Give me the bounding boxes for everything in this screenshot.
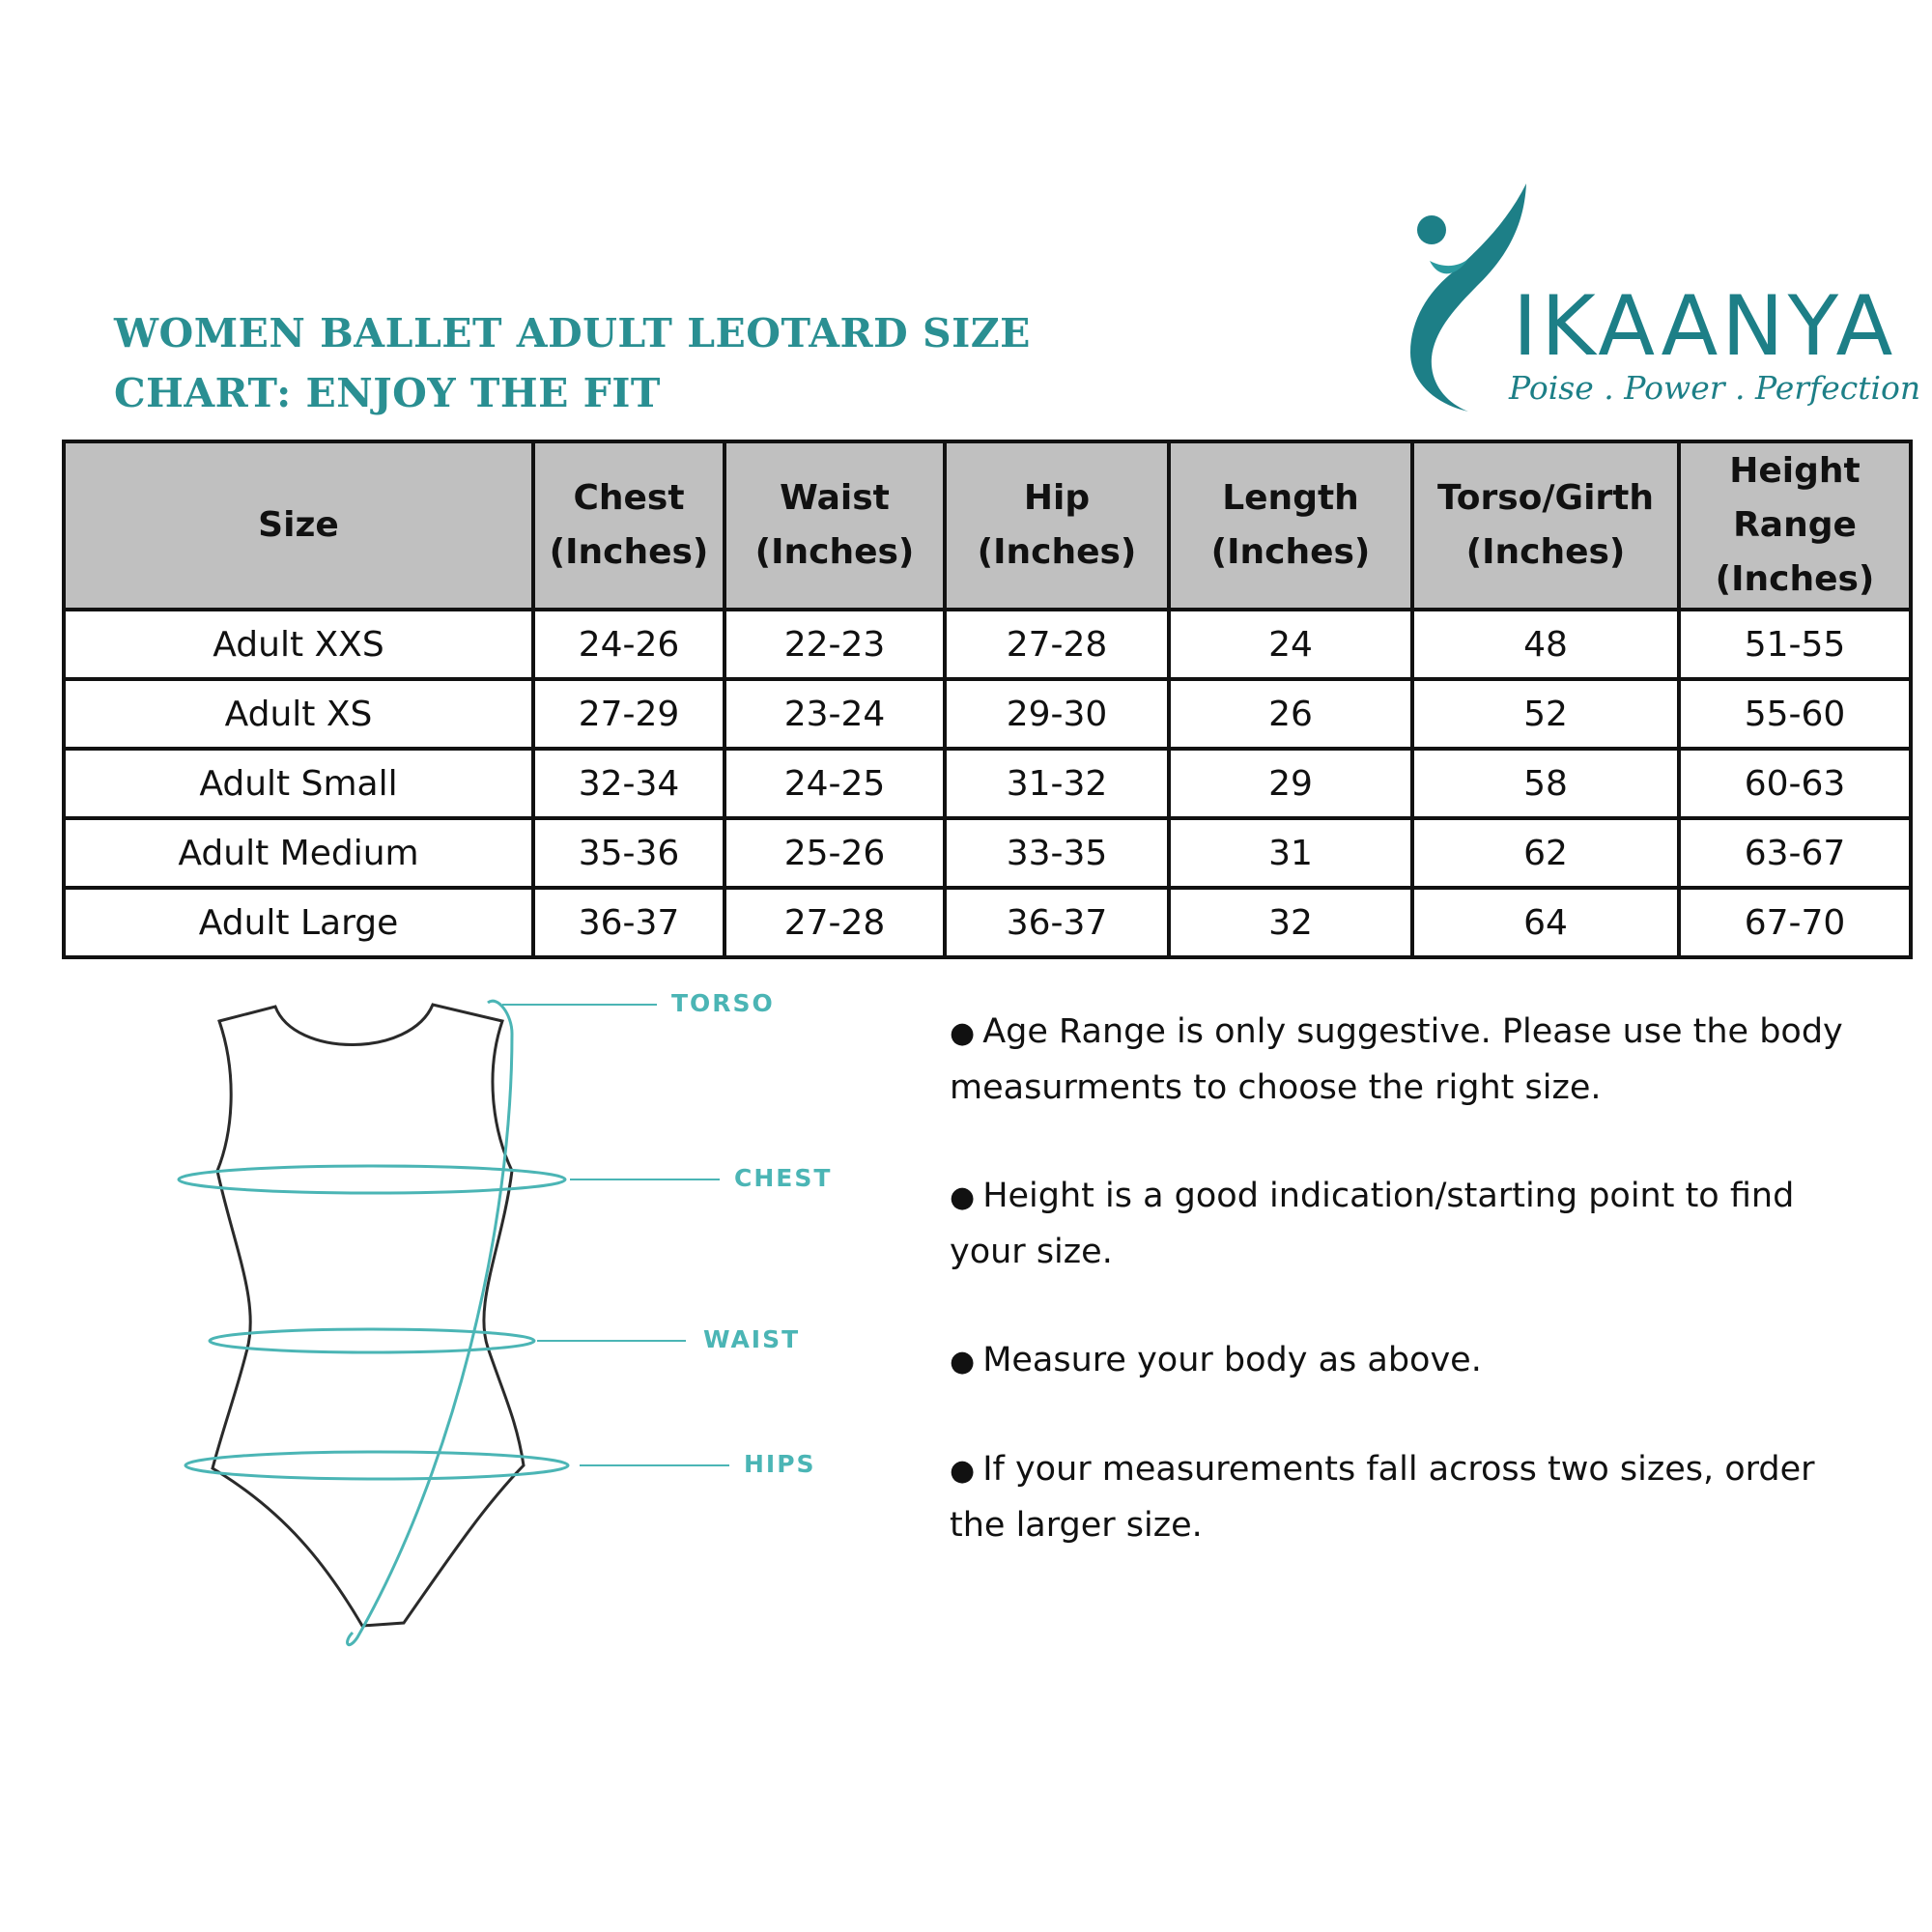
cell-waist: 23-24 <box>724 679 945 749</box>
table-row <box>64 749 1911 818</box>
header-length: Length (Inches) <box>1169 441 1412 610</box>
cell-chest: 32-34 <box>533 749 724 818</box>
bullet-icon: ● <box>950 1016 976 1050</box>
cell-height-range: 55-60 <box>1679 679 1911 749</box>
table-row <box>64 888 1911 957</box>
cell-torso-girth: 48 <box>1412 610 1679 679</box>
cell-waist: 25-26 <box>724 818 945 888</box>
cell-height-range: 60-63 <box>1679 749 1911 818</box>
note-item: ● Height is a good indication/starting point to find your size. <box>950 1177 1795 1271</box>
cell-height-range: 51-55 <box>1679 610 1911 679</box>
note-item: ● If your measurements fall across two sizes, order the larger size. <box>950 1450 1815 1545</box>
dancer-logo-icon <box>1391 184 1526 425</box>
sizing-notes <box>950 1005 1877 1606</box>
bullet-icon: ● <box>950 1454 976 1488</box>
cell-chest: 27-29 <box>533 679 724 749</box>
table-header-row <box>64 441 1911 610</box>
bullet-icon: ● <box>950 1345 976 1378</box>
chart-title <box>114 303 1031 423</box>
label-hips: HIPS <box>744 1450 816 1478</box>
label-torso: TORSO <box>671 989 775 1017</box>
cell-size: Adult Large <box>64 888 533 957</box>
header-size: Size <box>64 441 533 610</box>
brand-name: IKAANYA <box>1513 278 1897 375</box>
cell-size: Adult Medium <box>64 818 533 888</box>
cell-torso-girth: 62 <box>1412 818 1679 888</box>
cell-torso-girth: 58 <box>1412 749 1679 818</box>
cell-torso-girth: 64 <box>1412 888 1679 957</box>
header-chest: Chest (Inches) <box>533 441 724 610</box>
cell-length: 26 <box>1169 679 1412 749</box>
cell-hip: 31-32 <box>945 749 1169 818</box>
cell-length: 32 <box>1169 888 1412 957</box>
cell-size: Adult XXS <box>64 610 533 679</box>
cell-hip: 27-28 <box>945 610 1169 679</box>
note-item: ● Age Range is only suggestive. Please use the body measurments to choose the right size. <box>950 1012 1843 1107</box>
table-row <box>64 610 1911 679</box>
table-row <box>64 679 1911 749</box>
cell-length: 31 <box>1169 818 1412 888</box>
cell-length: 24 <box>1169 610 1412 679</box>
cell-chest: 35-36 <box>533 818 724 888</box>
cell-torso-girth: 52 <box>1412 679 1679 749</box>
cell-waist: 24-25 <box>724 749 945 818</box>
label-chest: CHEST <box>734 1164 833 1192</box>
cell-waist: 27-28 <box>724 888 945 957</box>
bullet-icon: ● <box>950 1180 976 1214</box>
cell-hip: 29-30 <box>945 679 1169 749</box>
cell-height-range: 67-70 <box>1679 888 1911 957</box>
header-waist: Waist (Inches) <box>724 441 945 610</box>
cell-height-range: 63-67 <box>1679 818 1911 888</box>
cell-hip: 33-35 <box>945 818 1169 888</box>
chart-title-line2: CHART: ENJOY THE FIT <box>114 370 661 416</box>
note-item: ● Measure your body as above. <box>950 1341 1482 1379</box>
size-table <box>62 440 1913 959</box>
leotard-outline-icon <box>164 985 860 1662</box>
chart-title-line1: WOMEN BALLET ADULT LEOTARD SIZE <box>114 310 1031 356</box>
cell-size: Adult Small <box>64 749 533 818</box>
cell-hip: 36-37 <box>945 888 1169 957</box>
leotard-measurement-diagram <box>164 985 860 1662</box>
header-hip: Hip (Inches) <box>945 441 1169 610</box>
cell-length: 29 <box>1169 749 1412 818</box>
cell-waist: 22-23 <box>724 610 945 679</box>
cell-chest: 24-26 <box>533 610 724 679</box>
label-waist: WAIST <box>703 1325 801 1353</box>
header-torso-girth: Torso/Girth (Inches) <box>1412 441 1679 610</box>
brand-logo <box>1391 184 1921 425</box>
table-row <box>64 818 1911 888</box>
cell-size: Adult XS <box>64 679 533 749</box>
cell-chest: 36-37 <box>533 888 724 957</box>
brand-tagline: Poise . Power . Perfection <box>1509 369 1921 407</box>
header-height-range: Height Range (Inches) <box>1679 441 1911 610</box>
